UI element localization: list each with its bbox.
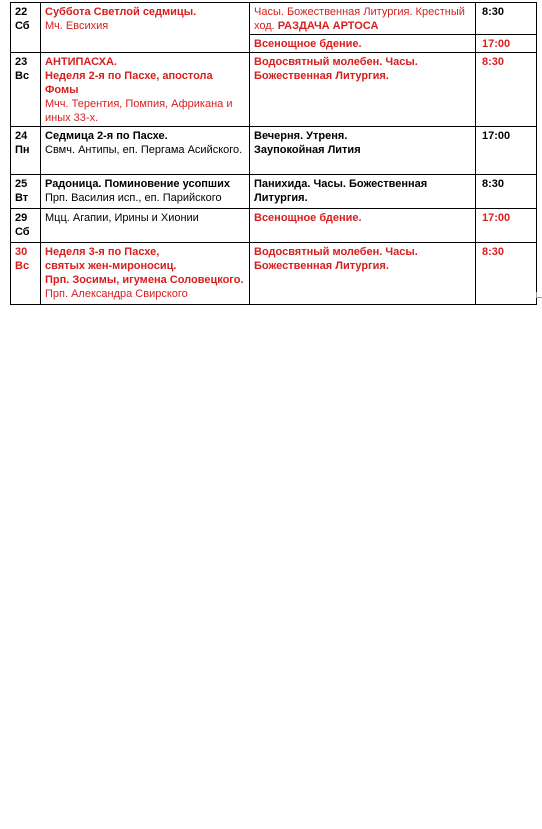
schedule-row — [11, 243, 537, 305]
service-line — [254, 143, 472, 157]
service-cell — [250, 53, 476, 127]
day-number: 23 — [15, 56, 28, 68]
service-time: 8:30 — [482, 178, 505, 190]
weekday: Сб — [15, 20, 30, 32]
time-cell — [476, 243, 537, 305]
service-cell — [250, 127, 476, 175]
time-cell — [476, 53, 537, 127]
feast-line: Суббота Светлой седмицы. — [45, 6, 197, 18]
day-number: 30 — [15, 246, 28, 258]
service-line — [254, 177, 472, 205]
feast-line: Мчч. Терентия, Помпия, Африкана и иных 33-х. — [45, 98, 233, 124]
feast-line: святых жен-мироносиц. — [45, 260, 177, 272]
service-time: 17:00 — [482, 130, 511, 142]
service-text: Божественная Литургия. — [254, 70, 389, 82]
service-cell — [250, 209, 476, 243]
service-text: Водосвятный молебен. Часы. — [254, 56, 418, 68]
service-text: Панихида. Часы. Божественная Литургия. — [254, 178, 428, 204]
time-cell — [476, 35, 537, 53]
feast-line: Мцц. Агапии, Ирины и Хионии — [45, 212, 199, 224]
feast-cell — [41, 243, 250, 305]
weekday: Сб — [15, 226, 30, 238]
feast-line: Мч. Евсихия — [45, 20, 109, 32]
service-time: 8:30 — [482, 56, 505, 68]
time-cell — [476, 127, 537, 175]
service-line — [254, 129, 472, 143]
text-boundary-mark — [536, 292, 542, 298]
service-time: 17:00 — [482, 38, 511, 50]
feast-line: Прп. Зосимы, игумена Соловецкого. — [45, 274, 244, 286]
service-line — [254, 211, 472, 225]
weekday: Пн — [15, 144, 30, 156]
date-cell — [11, 127, 41, 175]
time-cell — [476, 3, 537, 35]
schedule-row — [11, 3, 537, 35]
time-cell — [476, 209, 537, 243]
service-line — [254, 245, 472, 259]
schedule-row — [11, 175, 537, 209]
service-text: РАЗДАЧА АРТОСА — [277, 20, 379, 32]
service-text: Всенощное бдение. — [254, 212, 362, 224]
date-cell — [11, 3, 41, 53]
service-line — [254, 259, 472, 273]
feast-cell — [41, 175, 250, 209]
service-cell — [250, 175, 476, 209]
service-line — [254, 55, 472, 69]
schedule-row — [11, 53, 537, 127]
service-text: Вечерня. Утреня. — [254, 130, 348, 142]
date-cell — [11, 53, 41, 127]
feast-line: Седмица 2-я по Пасхе. — [45, 130, 168, 142]
service-cell — [250, 3, 476, 35]
service-line — [254, 37, 472, 51]
feast-line: Прп. Александра Свирского — [45, 288, 188, 300]
service-time: 8:30 — [482, 6, 505, 18]
service-text: Всенощное бдение. — [254, 38, 362, 50]
service-schedule-table — [10, 2, 537, 305]
date-cell — [11, 209, 41, 243]
date-cell — [11, 175, 41, 209]
weekday: Вс — [15, 260, 30, 272]
feast-line: АНТИПАСХА. — [45, 56, 117, 68]
feast-line: Прп. Василия исп., еп. Парийского — [45, 192, 222, 204]
feast-cell — [41, 53, 250, 127]
weekday: Вс — [15, 70, 30, 82]
service-line — [254, 69, 472, 83]
service-time: 8:30 — [482, 246, 505, 258]
feast-line: Свмч. Антипы, еп. Пергама Асийского. — [45, 144, 243, 156]
schedule-body — [11, 3, 537, 305]
feast-line: Неделя 2-я по Пасхе, апостола Фомы — [45, 70, 213, 96]
feast-cell — [41, 209, 250, 243]
service-cell — [250, 35, 476, 53]
service-text: Божественная Литургия. — [254, 260, 389, 272]
weekday: Вт — [15, 192, 29, 204]
service-text: Часы. Божественная Литургия. Крестный ход. — [254, 6, 465, 32]
schedule-row — [11, 209, 537, 243]
service-line — [254, 5, 472, 33]
service-time: 17:00 — [482, 212, 511, 224]
feast-cell — [41, 127, 250, 175]
feast-line: Неделя 3-я по Пасхе, — [45, 246, 160, 258]
service-text: Водосвятный молебен. Часы. — [254, 246, 418, 258]
feast-cell — [41, 3, 250, 53]
feast-line: Радоница. Поминовение усопших — [45, 178, 230, 190]
day-number: 22 — [15, 6, 28, 18]
service-cell — [250, 243, 476, 305]
date-cell — [11, 243, 41, 305]
schedule-row — [11, 127, 537, 175]
time-cell — [476, 175, 537, 209]
day-number: 24 — [15, 130, 28, 142]
day-number: 25 — [15, 178, 28, 190]
day-number: 29 — [15, 212, 28, 224]
service-text: Заупокойная Лития — [254, 144, 361, 156]
